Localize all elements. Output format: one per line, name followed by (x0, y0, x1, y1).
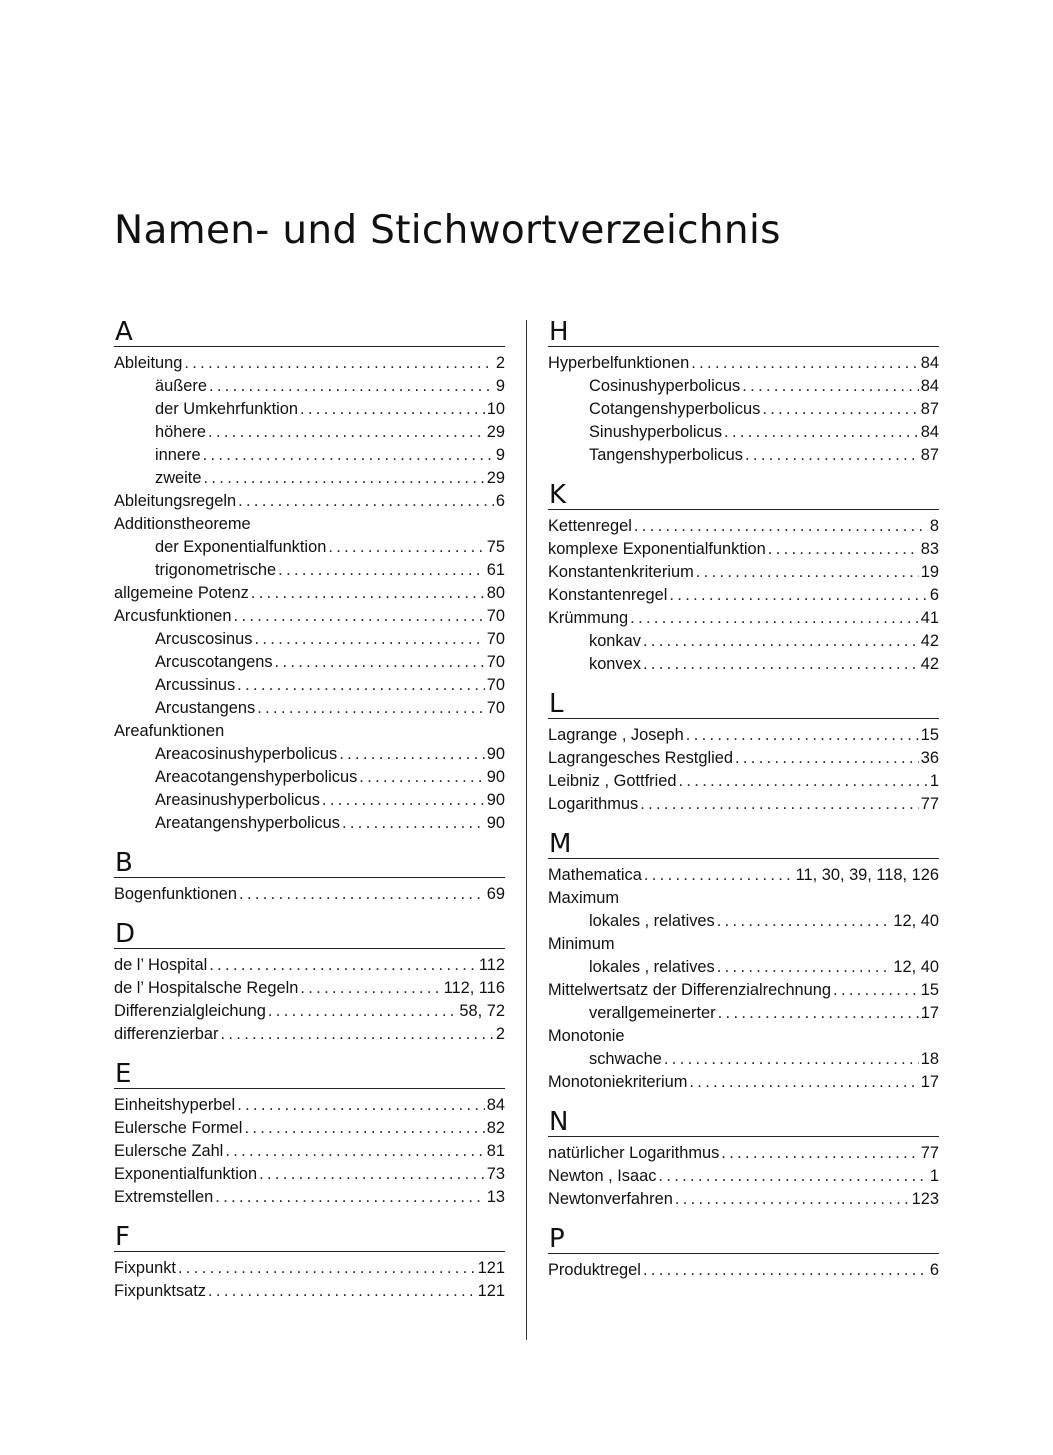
index-entry (114, 490, 505, 513)
section-letter: F (114, 1223, 505, 1252)
section-letter: M (548, 830, 939, 859)
entry-pages: 18 (920, 1050, 939, 1068)
dot-leader (724, 421, 919, 444)
index-entry (548, 770, 939, 793)
dot-leader (251, 582, 485, 605)
index-entry (114, 1280, 505, 1303)
entry-pages: 70 (486, 630, 505, 648)
entry-term: Tangenshyperbolicus (589, 446, 743, 464)
index-subentry (548, 910, 939, 933)
index-entry (114, 1140, 505, 1163)
dot-leader (203, 467, 484, 490)
entry-pages: 90 (486, 791, 505, 809)
entry-term: konvex (589, 655, 641, 673)
entry-pages: 6 (929, 1261, 939, 1279)
index-entry (114, 1163, 505, 1186)
dot-leader (643, 630, 919, 653)
entry-term: Ableitung (114, 354, 183, 372)
entry-term: de l’ Hospital (114, 956, 208, 974)
entry-term: Newtonverfahren (548, 1190, 673, 1208)
dot-leader (244, 1117, 484, 1140)
index-entry (548, 864, 939, 887)
entry-term: Areasinushyperbolicus (155, 791, 320, 809)
entry-pages: 36 (920, 749, 939, 767)
index-subentry (114, 743, 505, 766)
index-subentry (114, 651, 505, 674)
dot-leader (203, 444, 494, 467)
index-entry (548, 1142, 939, 1165)
dot-leader (762, 398, 918, 421)
entry-term: Maximum (548, 889, 620, 907)
entry-pages: 75 (486, 538, 505, 556)
page-title: Namen- und Stichwortverzeichnis (114, 208, 781, 253)
index-subentry (548, 1002, 939, 1025)
index-entry (114, 977, 505, 1000)
entry-term: Areacotangenshyperbolicus (155, 768, 358, 786)
entry-term: Monotoniekriterium (548, 1073, 688, 1091)
entry-term: Einheitshyperbel (114, 1096, 236, 1114)
index-entry (548, 747, 939, 770)
entry-term: Newton , Isaac (548, 1167, 657, 1185)
index-subentry (114, 766, 505, 789)
index-entry (548, 538, 939, 561)
entry-pages: 29 (486, 469, 505, 487)
entry-pages: 70 (486, 607, 505, 625)
section-letter: L (548, 690, 939, 719)
index-entry (548, 1025, 939, 1048)
entry-pages: 112, 116 (443, 979, 505, 997)
entry-pages: 10 (486, 400, 505, 418)
entry-pages: 1 (929, 772, 939, 790)
dot-leader (342, 812, 485, 835)
dot-leader (669, 584, 927, 607)
entry-term: de l’ Hospitalsche Regeln (114, 979, 299, 997)
dot-leader (225, 1140, 484, 1163)
dot-leader (359, 766, 484, 789)
dot-leader (689, 1071, 918, 1094)
entry-pages: 15 (920, 726, 939, 744)
entry-pages: 69 (486, 885, 505, 903)
entry-pages: 121 (477, 1282, 505, 1300)
entry-term: Lagrangesches Restglied (548, 749, 733, 767)
index-subentry (114, 421, 505, 444)
entry-term: Cosinushyperbolicus (589, 377, 741, 395)
index-subentry (114, 697, 505, 720)
entry-term: differenzierbar (114, 1025, 219, 1043)
dot-leader (643, 1259, 928, 1282)
entry-pages: 77 (920, 795, 939, 813)
section-letter: B (114, 849, 505, 878)
dot-leader (742, 375, 919, 398)
dot-leader (644, 864, 794, 887)
index-entry (548, 607, 939, 630)
entry-term: äußere (155, 377, 207, 395)
entry-pages: 61 (486, 561, 505, 579)
dot-leader (322, 789, 485, 812)
entry-pages: 112 (478, 956, 505, 974)
entry-pages: 15 (920, 981, 939, 999)
entry-term: natürlicher Logarithmus (548, 1144, 720, 1162)
dot-leader (735, 747, 919, 770)
index-subentry (114, 398, 505, 421)
dot-leader (209, 375, 494, 398)
dot-leader (339, 743, 485, 766)
entry-pages: 73 (486, 1165, 505, 1183)
index-entry (114, 954, 505, 977)
entry-pages: 13 (486, 1188, 505, 1206)
dot-leader (768, 538, 919, 561)
dot-leader (254, 628, 484, 651)
dot-leader (300, 977, 441, 1000)
entry-pages: 84 (920, 377, 939, 395)
index-entry (548, 352, 939, 375)
index-entry (114, 1094, 505, 1117)
index-section (114, 849, 505, 906)
index-entry (114, 605, 505, 628)
entry-pages: 82 (486, 1119, 505, 1137)
entry-pages: 12, 40 (893, 958, 939, 976)
index-subentry (114, 674, 505, 697)
entry-term: allgemeine Potenz (114, 584, 249, 602)
index-entry (114, 720, 505, 743)
dot-leader (178, 1257, 476, 1280)
entry-term: der Exponentialfunktion (155, 538, 327, 556)
entry-pages: 2 (495, 354, 505, 372)
dot-leader (643, 653, 919, 676)
index-section (548, 318, 939, 467)
entry-term: Minimum (548, 935, 615, 953)
entry-term: höhere (155, 423, 207, 441)
dot-leader (208, 1280, 476, 1303)
index-entry (114, 1257, 505, 1280)
index-subentry (114, 444, 505, 467)
dot-leader (718, 1002, 919, 1025)
index-subentry (548, 398, 939, 421)
index-subentry (548, 956, 939, 979)
entry-term: Kettenregel (548, 517, 632, 535)
index-subentry (114, 375, 505, 398)
index-entry (114, 1117, 505, 1140)
entry-pages: 2 (495, 1025, 505, 1043)
dot-leader (717, 910, 892, 933)
index-subentry (114, 467, 505, 490)
dot-leader (640, 793, 919, 816)
entry-term: trigonometrische (155, 561, 277, 579)
index-section (548, 1225, 939, 1282)
entry-term: Bogenfunktionen (114, 885, 238, 903)
index-subentry (114, 628, 505, 651)
entry-pages: 84 (486, 1096, 505, 1114)
entry-term: innere (155, 446, 201, 464)
entry-term: Arcussinus (155, 676, 236, 694)
entry-term: der Umkehrfunktion (155, 400, 299, 418)
entry-term: Arcuscosinus (155, 630, 253, 648)
index-section (114, 920, 505, 1046)
dot-leader (300, 398, 485, 421)
index-entry (548, 793, 939, 816)
entry-term: Konstantenkriterium (548, 563, 694, 581)
entry-pages: 77 (920, 1144, 939, 1162)
entry-pages: 42 (920, 655, 939, 673)
entry-pages: 1 (929, 1167, 939, 1185)
entry-term: Ableitungsregeln (114, 492, 237, 510)
index-entry (548, 561, 939, 584)
entry-term: schwache (589, 1050, 662, 1068)
dot-leader (234, 605, 485, 628)
dot-leader (664, 1048, 919, 1071)
dot-leader (275, 651, 485, 674)
index-subentry (548, 1048, 939, 1071)
entry-pages: 87 (920, 446, 939, 464)
index-subentry (548, 653, 939, 676)
index-subentry (114, 536, 505, 559)
dot-leader (691, 352, 919, 375)
index-entry (114, 352, 505, 375)
entry-pages: 90 (486, 745, 505, 763)
index-entry (548, 1071, 939, 1094)
entry-term: Fixpunktsatz (114, 1282, 207, 1300)
dot-leader (675, 1188, 910, 1211)
entry-pages: 12, 40 (893, 912, 939, 930)
index-section (114, 318, 505, 835)
entry-term: Logarithmus (548, 795, 639, 813)
index-entry (548, 1188, 939, 1211)
entry-term: Arcustangens (155, 699, 256, 717)
section-letter: N (548, 1108, 939, 1137)
dot-leader (184, 352, 494, 375)
dot-leader (259, 1163, 485, 1186)
dot-leader (239, 883, 485, 906)
dot-leader (237, 1094, 485, 1117)
dot-leader (215, 1186, 484, 1209)
entry-term: komplexe Exponentialfunktion (548, 540, 766, 558)
entry-term: lokales , relatives (589, 912, 715, 930)
dot-leader (237, 674, 485, 697)
index-subentry (114, 812, 505, 835)
dot-leader (208, 421, 485, 444)
index-section (114, 1060, 505, 1209)
index-entry (548, 1165, 939, 1188)
dot-leader (745, 444, 919, 467)
dot-leader (717, 956, 892, 979)
section-letter: H (548, 318, 939, 347)
entry-pages: 6 (929, 586, 939, 604)
entry-pages: 70 (486, 699, 505, 717)
column-divider (526, 320, 527, 1340)
dot-leader (220, 1023, 493, 1046)
entry-pages: 84 (920, 423, 939, 441)
dot-leader (268, 1000, 458, 1023)
index-entry (114, 582, 505, 605)
entry-pages: 9 (495, 377, 505, 395)
section-letter: A (114, 318, 505, 347)
entry-term: Cotangenshyperbolicus (589, 400, 761, 418)
entry-pages: 11, 30, 39, 118, 126 (795, 866, 939, 884)
entry-pages: 8 (929, 517, 939, 535)
index-entry (548, 724, 939, 747)
index-entry (114, 1023, 505, 1046)
index-entry (548, 979, 939, 1002)
index-entry (114, 883, 505, 906)
entry-term: Additionstheoreme (114, 515, 251, 533)
section-letter: E (114, 1060, 505, 1089)
dot-leader (696, 561, 919, 584)
index-section (548, 830, 939, 1094)
entry-pages: 70 (486, 676, 505, 694)
section-letter: D (114, 920, 505, 949)
index-section (548, 1108, 939, 1211)
entry-pages: 17 (920, 1073, 939, 1091)
index-subentry (548, 444, 939, 467)
index-column-right (548, 318, 939, 1296)
entry-pages: 42 (920, 632, 939, 650)
index-subentry (114, 789, 505, 812)
entry-term: Krümmung (548, 609, 629, 627)
entry-term: Lagrange , Joseph (548, 726, 684, 744)
entry-term: Mittelwertsatz der Differenzialrechnung (548, 981, 832, 999)
entry-term: Extremstellen (114, 1188, 214, 1206)
index-entry (548, 584, 939, 607)
entry-term: Hyperbelfunktionen (548, 354, 690, 372)
entry-term: Eulersche Zahl (114, 1142, 224, 1160)
index-subentry (548, 630, 939, 653)
dot-leader (278, 559, 485, 582)
entry-pages: 9 (495, 446, 505, 464)
dot-leader (257, 697, 485, 720)
index-column-left (114, 318, 505, 1317)
index-subentry (548, 375, 939, 398)
entry-term: zweite (155, 469, 202, 487)
entry-term: Areacosinushyperbolicus (155, 745, 338, 763)
entry-pages: 29 (486, 423, 505, 441)
dot-leader (630, 607, 919, 630)
entry-pages: 58, 72 (459, 1002, 505, 1020)
index-subentry (548, 421, 939, 444)
dot-leader (658, 1165, 927, 1188)
entry-term: Mathematica (548, 866, 642, 884)
index-entry (548, 933, 939, 956)
entry-pages: 70 (486, 653, 505, 671)
index-section (548, 481, 939, 676)
entry-term: Konstantenregel (548, 586, 668, 604)
entry-term: Areafunktionen (114, 722, 225, 740)
entry-term: Leibniz , Gottfried (548, 772, 677, 790)
entry-pages: 83 (920, 540, 939, 558)
index-entry (548, 515, 939, 538)
entry-pages: 123 (911, 1190, 939, 1208)
entry-term: Fixpunkt (114, 1259, 176, 1277)
dot-leader (721, 1142, 918, 1165)
index-entry (114, 513, 505, 536)
entry-pages: 90 (486, 814, 505, 832)
dot-leader (678, 770, 927, 793)
index-entry (114, 1186, 505, 1209)
entry-pages: 90 (486, 768, 505, 786)
dot-leader (833, 979, 919, 1002)
entry-term: verallgemeinerter (589, 1004, 716, 1022)
dot-leader (328, 536, 484, 559)
entry-term: Arcuscotangens (155, 653, 273, 671)
entry-term: lokales , relatives (589, 958, 715, 976)
index-section (114, 1223, 505, 1303)
entry-pages: 81 (486, 1142, 505, 1160)
entry-pages: 41 (920, 609, 939, 627)
index-section (548, 690, 939, 816)
entry-term: Sinushyperbolicus (589, 423, 723, 441)
index-entry (114, 1000, 505, 1023)
entry-pages: 17 (920, 1004, 939, 1022)
entry-pages: 87 (920, 400, 939, 418)
entry-pages: 6 (495, 492, 505, 510)
entry-term: Produktregel (548, 1261, 641, 1279)
entry-term: Eulersche Formel (114, 1119, 243, 1137)
dot-leader (209, 954, 477, 977)
index-subentry (114, 559, 505, 582)
section-letter: K (548, 481, 939, 510)
entry-term: Exponentialfunktion (114, 1165, 258, 1183)
entry-pages: 84 (920, 354, 939, 372)
entry-term: Monotonie (548, 1027, 625, 1045)
dot-leader (634, 515, 928, 538)
index-entry (548, 887, 939, 910)
entry-term: Differenzialgleichung (114, 1002, 266, 1020)
entry-pages: 121 (477, 1259, 505, 1277)
entry-term: Arcusfunktionen (114, 607, 232, 625)
dot-leader (238, 490, 494, 513)
entry-pages: 80 (486, 584, 505, 602)
section-letter: P (548, 1225, 939, 1254)
dot-leader (686, 724, 919, 747)
entry-pages: 19 (920, 563, 939, 581)
entry-term: Areatangenshyperbolicus (155, 814, 340, 832)
index-entry (548, 1259, 939, 1282)
entry-term: konkav (589, 632, 641, 650)
